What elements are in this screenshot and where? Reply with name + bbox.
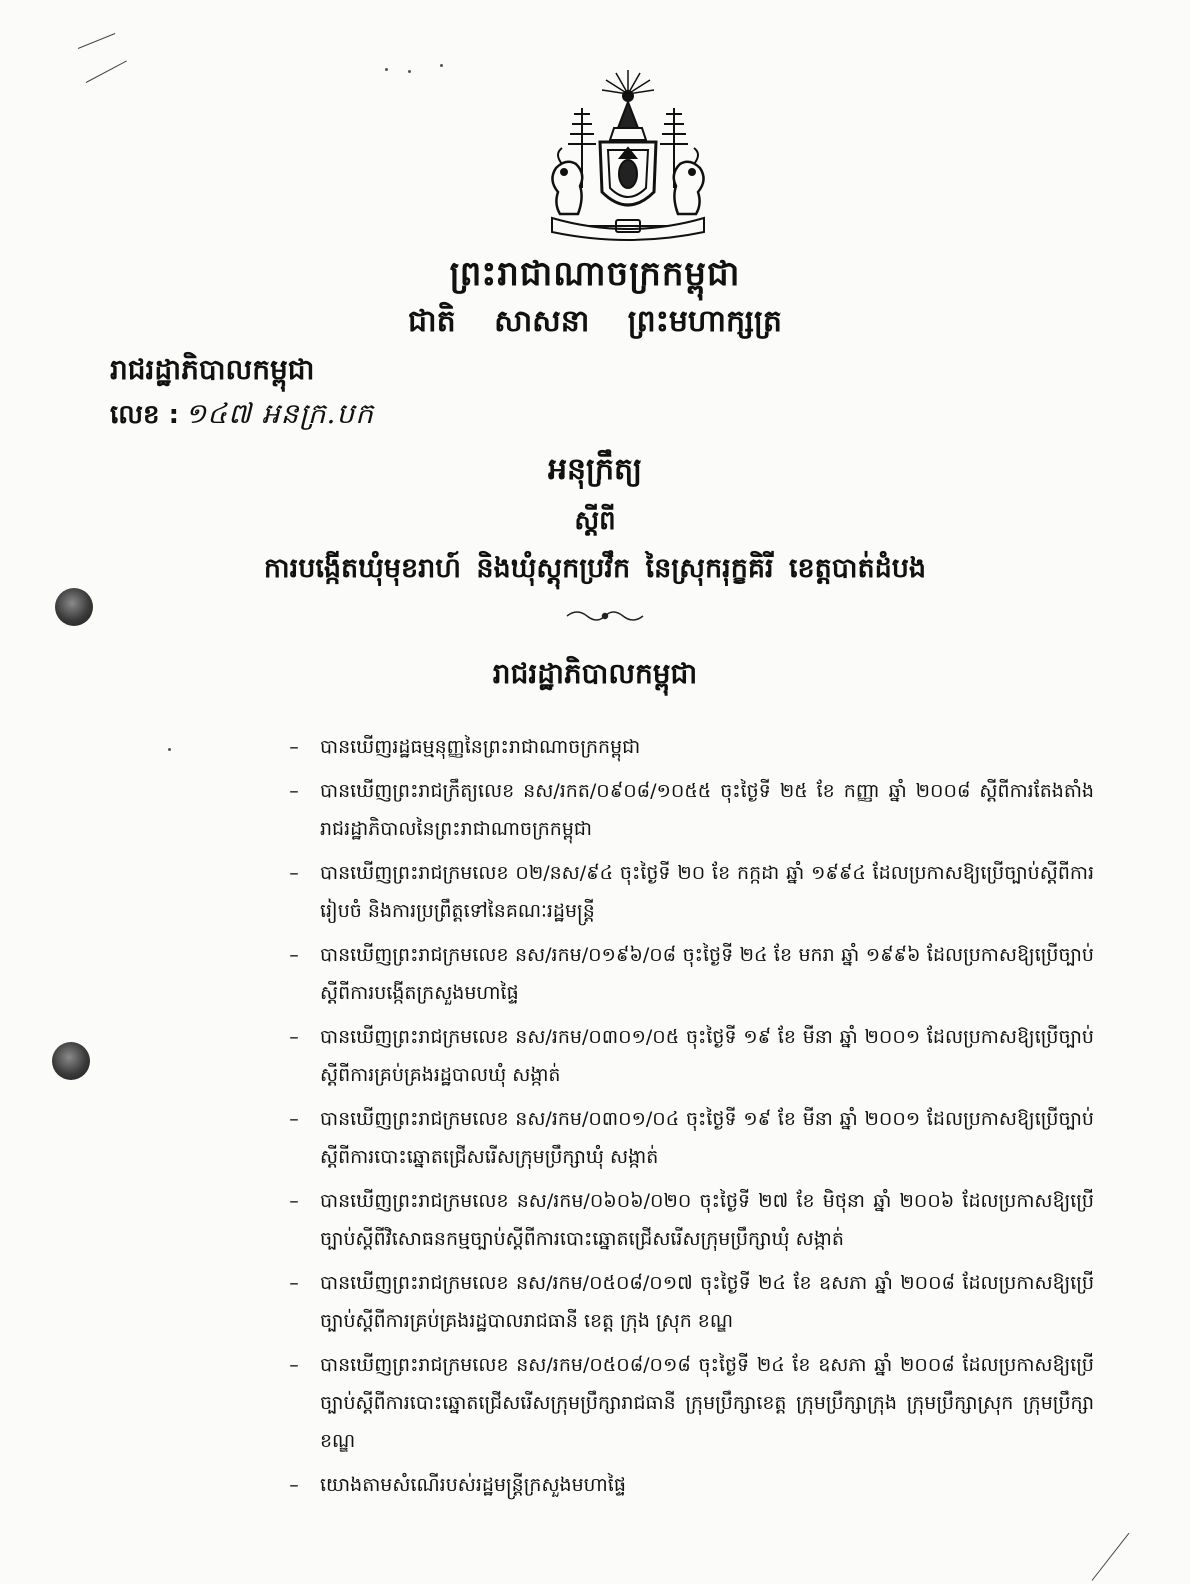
citation-text: បានឃើញព្រះរាជក្រមលេខ នស/រកម/០៦០៦/០២០ ចុះថ្ងៃទី ២៧ ខែ មិថុនា ឆ្នាំ ២០០៦ ដែលប្រកាសឱ្យប្រើច្បាប់ស្តីពីវិសោធនកម្មច្បាប់ស្តីពីការបោះឆ្នោតជ្រើសរើសក្រុមប្រឹក្សាឃុំ សង្កាត់ (320, 1190, 1094, 1250)
citation-text: បានឃើញព្រះរាជក្រមលេខ នស/រកម/០៥០៨/០១៧ ចុះថ្ងៃទី ២៤ ខែ ឧសភា ឆ្នាំ ២០០៨ ដែលប្រកាសឱ្យប្រើច្បាប់ស្តីពីការគ្រប់គ្រងរដ្ឋបាលរាជធានី ខេត្ត ក្រុង ស្រុក ខណ្ឌ (320, 1272, 1094, 1332)
list-dash: – (289, 1190, 299, 1212)
citation-text: បានឃើញរដ្ឋធម្មនុញ្ញនៃព្រះរាជាណាចក្រកម្ពុជា (320, 736, 641, 758)
list-dash: – (289, 1108, 299, 1130)
list-dash: – (289, 1354, 299, 1376)
scan-speck (385, 68, 388, 71)
list-dash: – (289, 862, 299, 884)
document-type: អនុក្រឹត្យ (547, 452, 643, 487)
citation-item (282, 1346, 1094, 1460)
issuer-heading: រាជរដ្ឋាភិបាលកម្ពុជា (492, 657, 698, 690)
royal-emblem-icon (538, 68, 718, 248)
punch-hole (55, 588, 93, 626)
citation-item (282, 1018, 1094, 1094)
list-dash: – (289, 1026, 299, 1048)
issuing-government: រាជរដ្ឋាភិបាលកម្ពុជា (110, 353, 315, 386)
citation-text: បានឃើញព្រះរាជក្រឹត្យលេខ នស/រកត/០៩០៨/១០៥៥ ចុះថ្ងៃទី ២៥ ខែ កញ្ញា ឆ្នាំ ២០០៨ ស្តីពីការតែងតាំងរាជរដ្ឋាភិបាលនៃព្រះរាជាណាចក្រកម្ពុជា (320, 780, 1094, 840)
ornament-divider-icon (565, 606, 645, 626)
document-subject: ការបង្កើតឃុំមុខរាហ៍ និងឃុំស្តុកប្រវឹក នៃស្រុករុក្ខគិរី ខេត្តបាត់ដំបង (263, 553, 927, 584)
scan-mark (1092, 1533, 1130, 1581)
citation-item (282, 1182, 1094, 1258)
list-dash: – (289, 1474, 299, 1496)
scan-mark (78, 33, 115, 49)
scan-speck (168, 748, 171, 751)
list-dash: – (289, 1272, 299, 1294)
reference-line (110, 396, 374, 437)
national-motto: ជាតិ សាសនា ព្រះមហាក្សត្រ (408, 304, 782, 339)
citation-item (282, 1466, 1094, 1504)
citation-text: បានឃើញព្រះរាជក្រមលេខ នស/រកម/០៣០១/០៥ ចុះថ្ងៃទី ១៩ ខែ មីនា ឆ្នាំ ២០០១ ដែលប្រកាសឱ្យប្រើច្បាប់ស្តីពីការគ្រប់គ្រងរដ្ឋបាលឃុំ សង្កាត់ (320, 1026, 1094, 1086)
citation-item (282, 1264, 1094, 1340)
kingdom-name: ព្រះរាជាណាចក្រកម្ពុជា (449, 254, 741, 294)
citation-text: បានឃើញព្រះរាជក្រមលេខ ០២/នស/៩៤ ចុះថ្ងៃទី ២០ ខែ កក្កដា ឆ្នាំ ១៩៩៤ ដែលប្រកាសឱ្យប្រើច្បាប់ស្តីពីការរៀបចំ និងការប្រព្រឹត្តទៅនៃគណៈរដ្ឋមន្ត្រី (320, 862, 1094, 922)
scan-speck (440, 64, 443, 67)
citation-item (282, 936, 1094, 1012)
reference-number: ១៤៧ អនក្រ.បក (184, 397, 374, 430)
scan-mark (86, 60, 127, 82)
citation-text: បានឃើញព្រះរាជក្រមលេខ នស/រកម/០៣០១/០៤ ចុះថ្ងៃទី ១៩ ខែ មីនា ឆ្នាំ ២០០១ ដែលប្រកាសឱ្យប្រើច្បាប់ស្តីពីការបោះឆ្នោតជ្រើសរើសក្រុមប្រឹក្សាឃុំ សង្កាត់ (320, 1108, 1094, 1168)
citation-item (282, 854, 1094, 930)
citation-list (282, 728, 1094, 1510)
punch-hole (52, 1042, 90, 1080)
list-dash: – (289, 736, 299, 758)
citation-item (282, 772, 1094, 848)
scan-speck (408, 70, 411, 73)
reference-label: លេខ : (110, 400, 179, 430)
citation-item (282, 1100, 1094, 1176)
citation-text: បានឃើញព្រះរាជក្រមលេខ នស/រកម/០១៩៦/០៨ ចុះថ្ងៃទី ២៤ ខែ មករា ឆ្នាំ ១៩៩៦ ដែលប្រកាសឱ្យប្រើច្បាប់ស្តីពីការបង្កើតក្រសួងមហាផ្ទៃ (320, 944, 1094, 1004)
list-dash: – (289, 780, 299, 802)
citation-item (282, 728, 1094, 766)
concerning-label: ស្តីពី (574, 506, 616, 536)
citation-text: បានឃើញព្រះរាជក្រមលេខ នស/រកម/០៥០៨/០១៨ ចុះថ្ងៃទី ២៤ ខែ ឧសភា ឆ្នាំ ២០០៨ ដែលប្រកាសឱ្យប្រើច្បាប់ស្តីពីការបោះឆ្នោតជ្រើសរើសក្រុមប្រឹក្សារាជធានី ក្រុមប្រឹក្សាខេត្ត ក្រុមប្រឹក្សាក្រុង ក្រុមប្រឹក្សាស្រុក ក្រុមប្រឹក្សាខណ្ឌ (320, 1354, 1094, 1452)
citation-text: យោងតាមសំណើរបស់រដ្ឋមន្ត្រីក្រសួងមហាផ្ទៃ (320, 1474, 626, 1496)
list-dash: – (289, 944, 299, 966)
